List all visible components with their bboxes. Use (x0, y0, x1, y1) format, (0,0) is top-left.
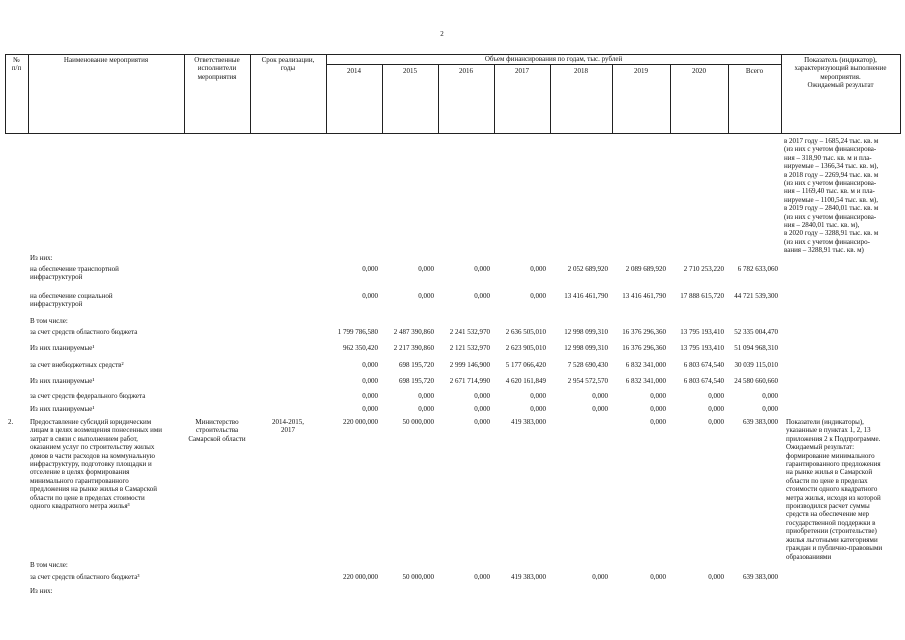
cell-value: 0,000 (592, 573, 608, 581)
cell-value: 2 052 689,920 (567, 265, 608, 273)
item-number: 2. (8, 418, 14, 426)
cell-value: 5 177 066,420 (505, 361, 546, 369)
cell-value: 0,000 (362, 265, 378, 273)
cell-value: 0,000 (474, 292, 490, 300)
header-year: 2018 (574, 67, 588, 75)
cell-value: 0,000 (592, 405, 608, 413)
cell-value: 0,000 (418, 292, 434, 300)
cell-value: 0,000 (474, 573, 490, 581)
cell-value: 0,000 (362, 392, 378, 400)
cell-value: 16 376 296,360 (622, 328, 666, 336)
cell-value: 2 241 532,970 (449, 328, 490, 336)
cell-value: 16 376 296,360 (622, 344, 666, 352)
cell-value: 6 832 341,000 (625, 361, 666, 369)
cell-value: 0,000 (762, 405, 778, 413)
cell-value: 0,000 (418, 392, 434, 400)
header-name: Наименование мероприятия (63, 56, 149, 64)
cell-value: 0,000 (418, 265, 434, 273)
cell-value: 2 636 505,010 (505, 328, 546, 336)
cell-value: 2 671 714,990 (449, 377, 490, 385)
cell-value: 52 335 004,470 (734, 328, 778, 336)
header-year: 2014 (347, 67, 361, 75)
cell-value: 220 000,000 (343, 573, 378, 581)
cell-value: 4 620 161,849 (505, 377, 546, 385)
header-year: 2017 (515, 67, 529, 75)
item-indicator: Показатели (индикаторы), указанные в пунктах 1, 2, 13 приложения 2 к Подпрограмме. Ожидаемый результат: формирование минимального гарантированного предложения на рынке жилья в Самарской области по цене в пределах стоимости одного квадратного метра жилья, исходя из которой производился расчет суммы средств на обеспечение мер государственной поддержки в приобретении (строительстве) жилья льготными категориями граждан и публично-правовыми образованиями (786, 418, 883, 561)
cell-value: 13 795 193,410 (680, 344, 724, 352)
item-name: Предоставление субсидий юридическим лицам в целях возмещения понесенных ими затрат в связи с выполнением работ, оказанием услуг по строительству жилых домов в части расходов на коммунальную инфраструктуру, подготовку площадки и отселение в целях формирования минимального гарантированного предложения на рынке жилья в Самарской области по цене в пределах стоимости одного квадратного метра жилья³ (30, 418, 163, 511)
row-label: за счет внебюджетных средств² (30, 361, 124, 369)
page-number: 2 (440, 30, 444, 38)
row-label: Из них планируемые¹ (30, 405, 95, 413)
row-label: за счет средств областного бюджета (30, 328, 138, 336)
cell-value: 30 039 115,010 (734, 361, 778, 369)
cell-value: 0,000 (474, 392, 490, 400)
cell-value: 0,000 (362, 361, 378, 369)
row-label: на обеспечение социальной инфраструктурой (30, 292, 113, 309)
cell-value: 639 383,000 (743, 418, 778, 426)
cell-value: 0,000 (530, 405, 546, 413)
row-label: за счет средств областного бюджета³ (30, 573, 140, 581)
cell-value: 0,000 (362, 292, 378, 300)
row-label: на обеспечение транспортной инфраструктурой (30, 265, 119, 282)
cell-value: 419 383,000 (511, 418, 546, 426)
cell-value: 2 623 905,010 (505, 344, 546, 352)
row-label: за счет средств федерального бюджета (30, 392, 146, 400)
header-total: Всего (745, 67, 764, 75)
cell-value: 2 710 253,220 (683, 265, 724, 273)
cell-value: 6 803 674,540 (683, 377, 724, 385)
cell-value: 962 350,420 (343, 344, 378, 352)
cell-value: 2 487 390,860 (393, 328, 434, 336)
cell-value: 13 416 461,790 (622, 292, 666, 300)
cell-value: 2 121 532,970 (449, 344, 490, 352)
cell-value: 0,000 (650, 392, 666, 400)
row-label: В том числе: (30, 561, 68, 569)
cell-value: 0,000 (708, 573, 724, 581)
cell-value: 0,000 (362, 377, 378, 385)
indicator-text: в 2017 году – 1685,24 тыс. кв. м (из них с учетом финансирова- ния – 318,90 тыс. кв. м и пла- нируемые – 1366,34 тыс. кв. м), в 2018 году – 2269,94 тыс. кв. м (из них с учетом финансирова- ния – 1169,40 тыс. кв. м и пла- нируемые – 1100,54 тыс. кв. м), в 2019 году – 2840,01 тыс. кв. м (из них с учетом финансирова- ния – 2840,01 тыс. кв. м), в 2020 году – 3288,91 тыс. кв. м (из них с учетом финансиро- вания – 3288,91 тыс. кв. м) (784, 137, 879, 255)
header-year: 2020 (692, 67, 706, 75)
header-year: 2016 (459, 67, 473, 75)
row-label: Из них: (30, 587, 53, 595)
row-label: Из них планируемые¹ (30, 377, 95, 385)
cell-value: 7 528 690,430 (567, 361, 608, 369)
cell-value: 0,000 (418, 405, 434, 413)
header-year: 2015 (403, 67, 417, 75)
cell-value: 12 998 099,310 (564, 328, 608, 336)
cell-value: 0,000 (474, 405, 490, 413)
cell-value: 0,000 (592, 392, 608, 400)
cell-value: 2 954 572,570 (567, 377, 608, 385)
cell-value: 44 721 539,300 (734, 292, 778, 300)
cell-value: 698 195,720 (399, 377, 434, 385)
cell-value: 1 799 786,580 (337, 328, 378, 336)
cell-value: 17 888 615,720 (680, 292, 724, 300)
cell-value: 0,000 (650, 573, 666, 581)
cell-value: 50 000,000 (402, 418, 434, 426)
cell-value: 0,000 (474, 418, 490, 426)
cell-value: 0,000 (530, 265, 546, 273)
header-number: № п/п (11, 56, 22, 73)
cell-value: 13 795 193,410 (680, 328, 724, 336)
cell-value: 698 195,720 (399, 361, 434, 369)
row-label: Из них планируемые¹ (30, 344, 95, 352)
header-year: 2019 (634, 67, 648, 75)
header-indicator: Показатель (индикатор), характеризующий выполнение мероприятия. Ожидаемый результат (794, 56, 887, 90)
cell-value: 51 094 968,310 (734, 344, 778, 352)
cell-value: 0,000 (708, 418, 724, 426)
header-term: Срок реализации, годы (261, 56, 315, 73)
header-responsible: Ответственные исполнители мероприятия (194, 56, 240, 81)
cell-value: 0,000 (474, 265, 490, 273)
cell-value: 0,000 (530, 292, 546, 300)
cell-value: 6 832 341,000 (625, 377, 666, 385)
cell-value: 0,000 (708, 392, 724, 400)
cell-value: 639 383,000 (743, 573, 778, 581)
cell-value: 2 999 146,900 (449, 361, 490, 369)
cell-value: 13 416 461,790 (564, 292, 608, 300)
cell-value: 6 803 674,540 (683, 361, 724, 369)
cell-value: 6 782 633,060 (737, 265, 778, 273)
item-term: 2014-2015, 2017 (271, 418, 305, 435)
cell-value: 12 998 099,310 (564, 344, 608, 352)
cell-value: 0,000 (362, 405, 378, 413)
cell-value: 24 580 660,660 (734, 377, 778, 385)
cell-value: 220 000,000 (343, 418, 378, 426)
cell-value: 50 000,000 (402, 573, 434, 581)
row-label: Из них: (30, 254, 53, 262)
cell-value: 0,000 (650, 418, 666, 426)
item-responsible: Министерство строительства Самарской области (188, 418, 246, 443)
cell-value: 2 217 390,860 (393, 344, 434, 352)
cell-value: 0,000 (708, 405, 724, 413)
header-financing: Объем финансирования по годам, тыс. рублей (484, 55, 623, 63)
cell-value: 419 383,000 (511, 573, 546, 581)
cell-value: 0,000 (530, 392, 546, 400)
cell-value: 2 089 689,920 (625, 265, 666, 273)
cell-value: 0,000 (762, 392, 778, 400)
row-label: В том числе: (30, 317, 68, 325)
cell-value: 0,000 (650, 405, 666, 413)
